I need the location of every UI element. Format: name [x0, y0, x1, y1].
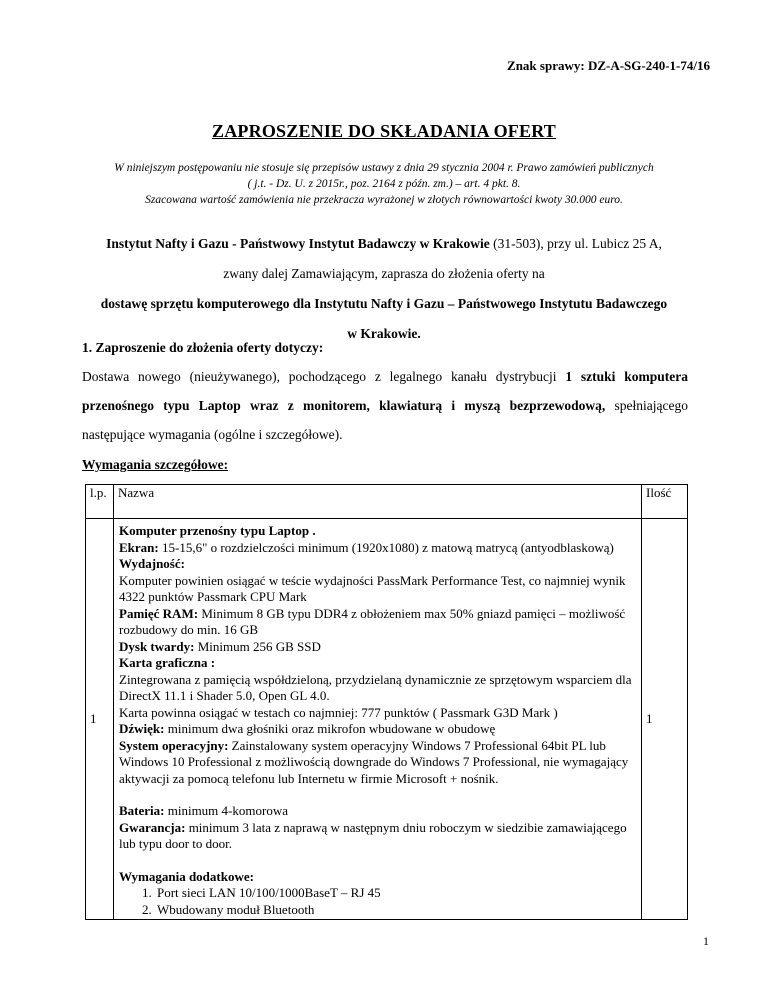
- section-1-heading: 1. Zaproszenie do złożenia oferty dotyczy:: [82, 340, 324, 355]
- header-lp: l.p.: [86, 485, 114, 519]
- subject-line: dostawę sprzętu komputerowego dla Instytutu Nafty i Gazu – Państwowego Instytutu Badawczego: [100, 296, 668, 311]
- page-title: ZAPROSZENIE DO SKŁADANIA OFERT: [212, 121, 556, 141]
- row-qty: 1: [642, 519, 688, 920]
- table-row: [86, 519, 688, 920]
- row-description: Komputer przenośny typu Laptop . Ekran: 15-15,6" o rozdzielczości minimum (1920x1080) z matową matrycą (antyodblaskową) Wydajność: Komputer powinien osiągać w teście wydajności PassMark Performance Test, co najmniej wynik 4322 punktów Passmark CPU Mark Pamięć RAM: Minimum 8 GB typu DDR4 z obłożeniem max 50% gniazd pamięci – możliwość rozbudowy do min. 16 GB Dysk twardy: Minimum 256 GB SSD Karta graficzna : Zintegrowana z pamięcią współdzieloną, przydzielaną dynamicznie ze sprzętowym wsparciem dla DirectX 11.1 i Shader 5.0, Open GL 4.0. Karta powinna osiągać w testach co najmniej: 777 punktów ( Passmark G3D Mark ) Dźwięk: minimum dwa głośniki oraz mikrofon wbudowane w obudowę System operacyjny: Zainstalowany system operacyjny Windows 7 Professional 64bit PL lub Windows 10 Professional z możliwością downgrade do Windows 7 Professional, nie wymagający aktywacji za pomocą telefonu lub Internetu w firmie Microsoft + nośnik. Bateria: minimum 4-komorowa Gwarancja: minimum 3 lata z naprawą w następnym dniu roboczym w siedzibie zamawiającego lub typu door to door. Wymagania dodatkowe: 1. Port sieci LAN 10/100/1000BaseT – RJ 45 2. Wbudowany moduł Bluetooth: [114, 519, 642, 920]
- institution-intro: zwany dalej Zamawiającym, zaprasza do złożenia oferty na: [223, 266, 545, 281]
- table-header-row: [86, 485, 688, 519]
- section-1-text: Dostawa nowego (nieużywanego), pochodzącego z legalnego kanału dystrybucji 1 sztuki komputera przenośnego typu Laptop wraz z monitorem, klawiaturą i myszą bezprzewodową, spełniającego następujące wymagania (ogólne i szczegółowe).: [82, 369, 689, 442]
- legal-note-line: W niniejszym postępowaniu nie stosuje się przepisów ustawy z dnia 29 stycznia 2004 r. Prawo zamówień publicznych: [114, 162, 654, 174]
- institution-line: [90, 229, 678, 259]
- subject-line: w Krakowie.: [347, 326, 421, 341]
- legal-note: [90, 160, 678, 208]
- item-title: Komputer przenośny typu Laptop .: [119, 523, 316, 538]
- list-item: 1. Port sieci LAN 10/100/1000BaseT – RJ 45: [155, 885, 635, 902]
- row-lp: 1: [86, 519, 114, 920]
- institution-name: Instytut Nafty i Gazu - Państwowy Instytut Badawczy w Krakowie: [106, 236, 490, 251]
- legal-note-line: ( j.t. - Dz. U. z 2015r., poz. 2164 z późn. zm.) – art. 4 pkt. 8.: [247, 178, 521, 190]
- header-qty: Ilość: [642, 485, 688, 519]
- requirements-title: Wymagania szczegółowe:: [82, 457, 229, 472]
- section-1: [82, 338, 688, 449]
- list-item: 2. Wbudowany moduł Bluetooth: [155, 902, 635, 919]
- header-name: Nazwa: [114, 485, 642, 519]
- institution-address: (31-503), przy ul. Lubicz 25 A,: [489, 236, 662, 251]
- legal-note-line: Szacowana wartość zamówienia nie przekracza wyrażonej w złotych równowartości kwoty 30.000 euro.: [145, 194, 623, 206]
- case-number: Znak sprawy: DZ-A-SG-240-1-74/16: [507, 58, 710, 73]
- page-number: 1: [703, 934, 709, 948]
- spec-table: [85, 484, 688, 920]
- extras-list: [119, 885, 635, 918]
- institution-block: [90, 229, 678, 349]
